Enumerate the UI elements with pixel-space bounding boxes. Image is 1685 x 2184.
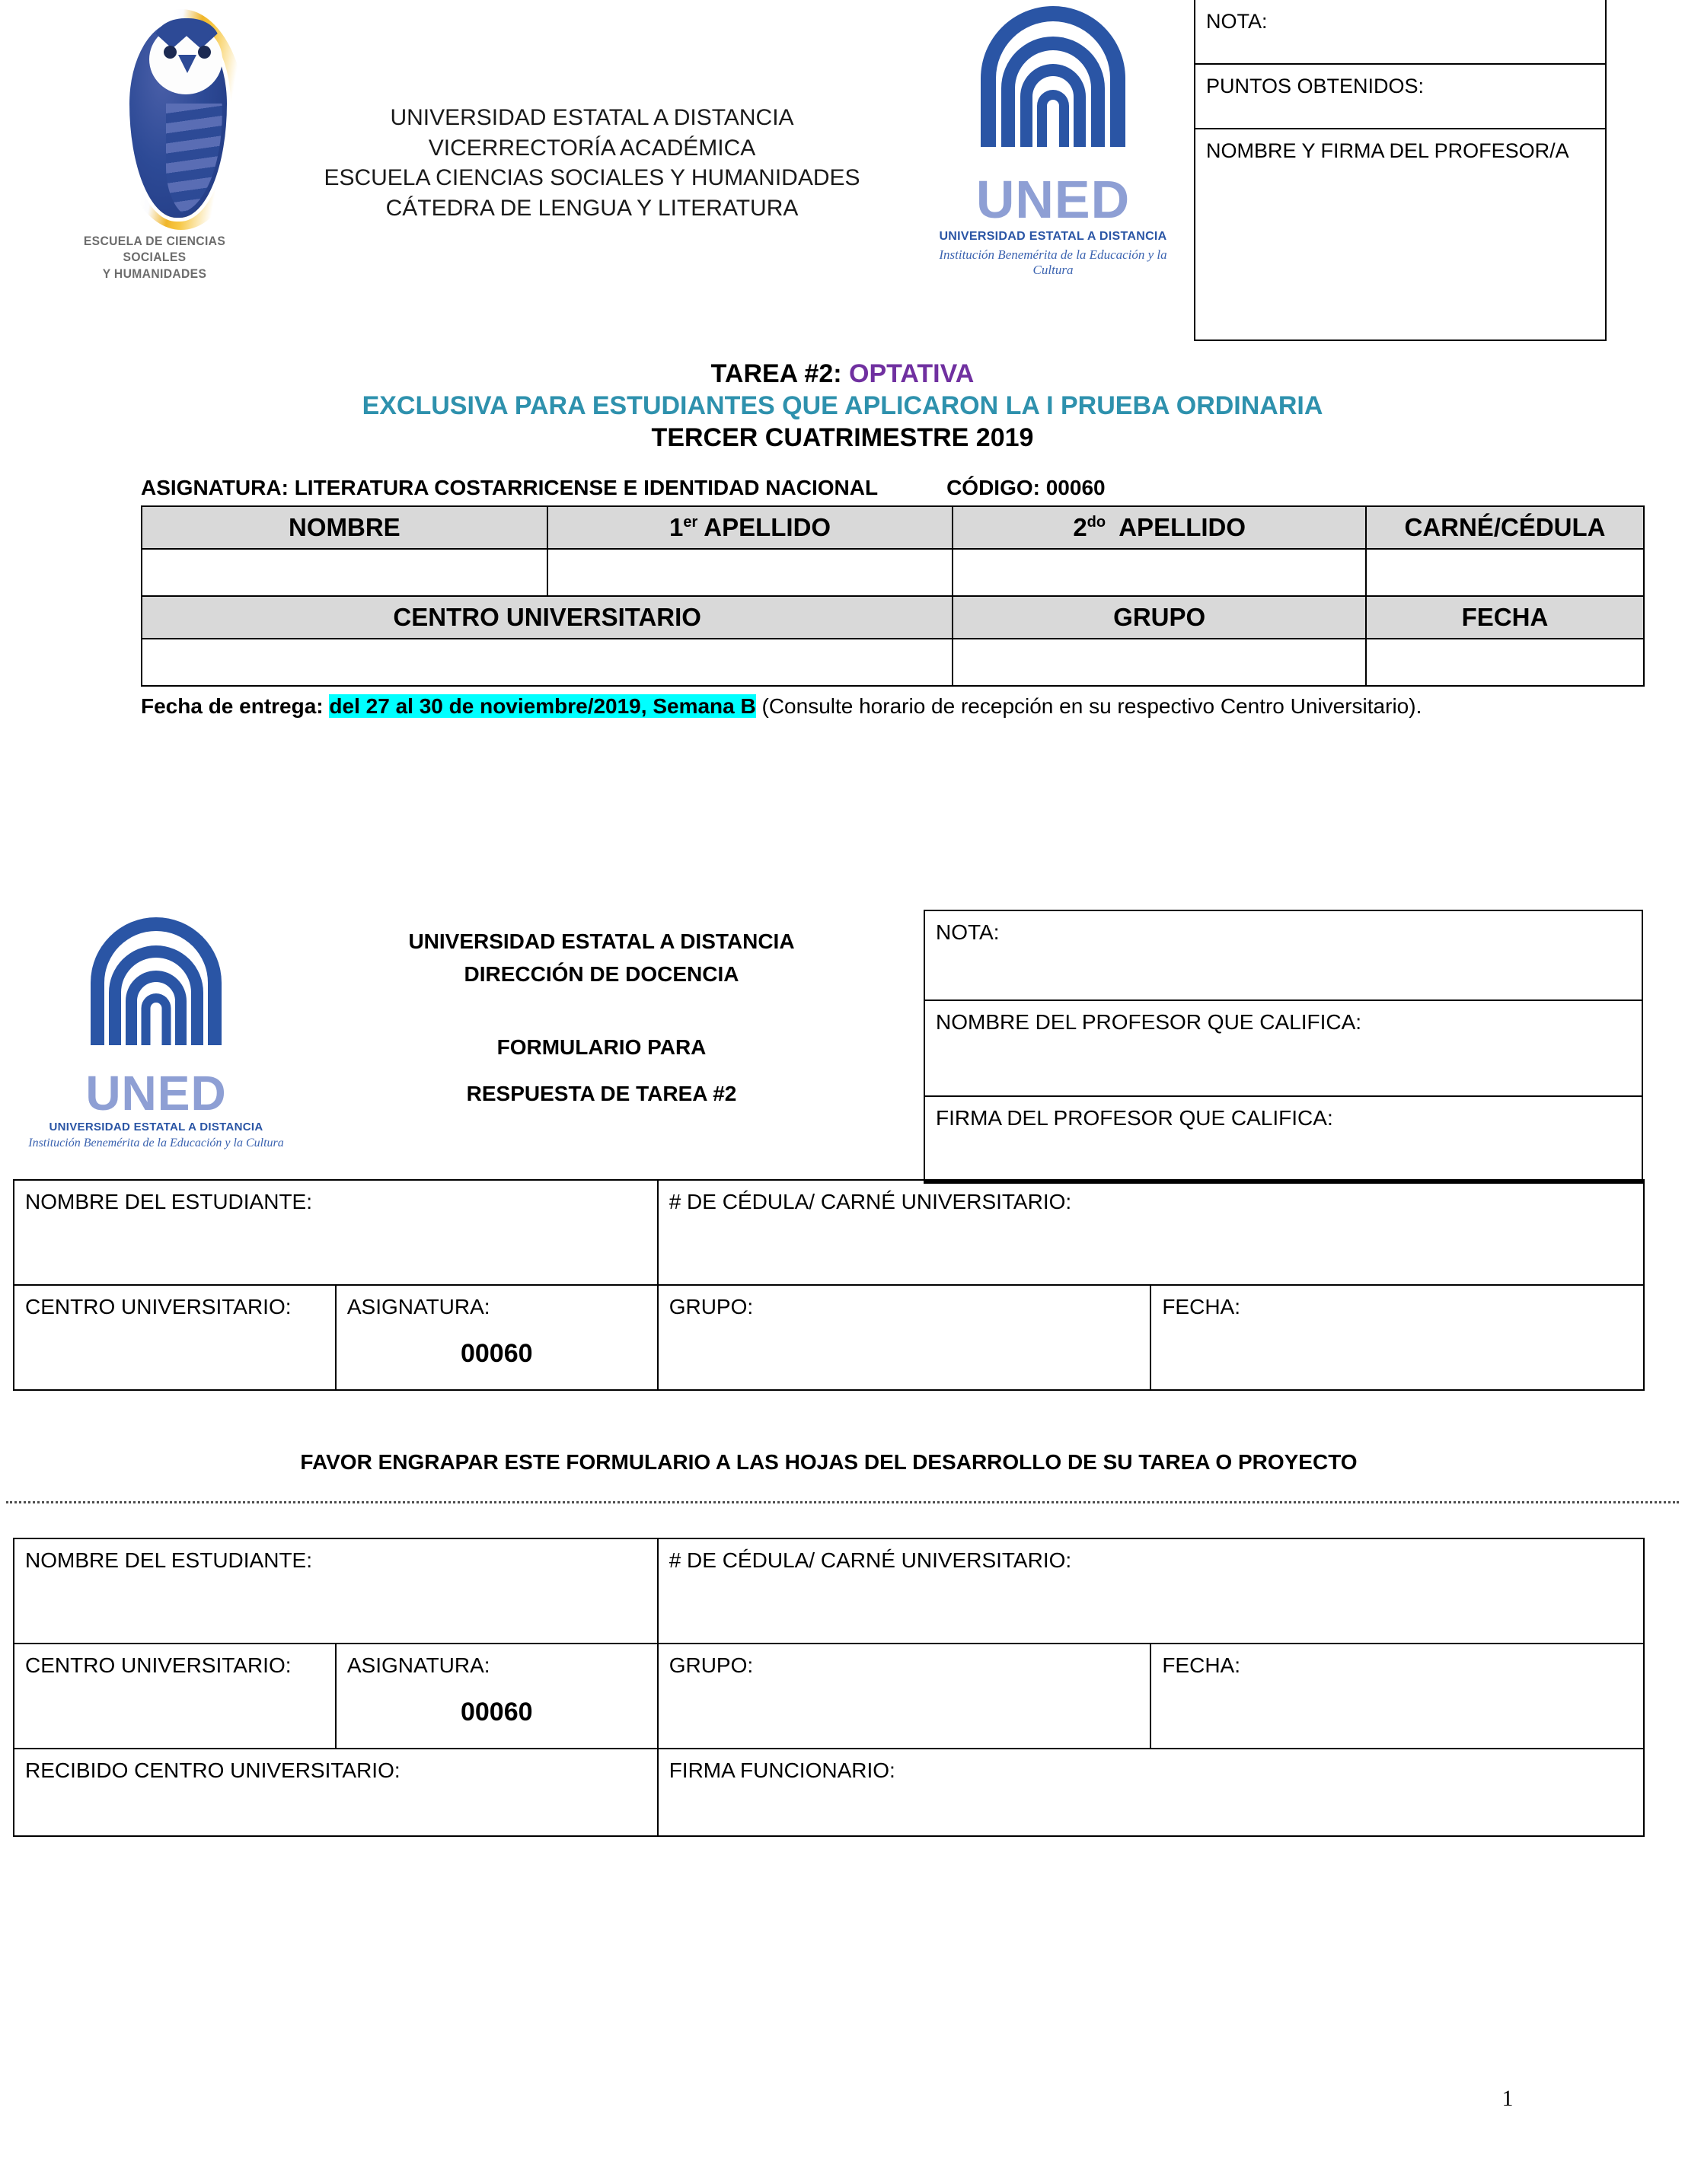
formulario-firma-profesor-label: FIRMA DEL PROFESOR QUE CALIFICA: [936, 1106, 1333, 1130]
institution-line-4: CÁTEDRA DE LENGUA Y LITERATURA [385, 195, 799, 221]
uned-logo [924, 6, 1182, 303]
asignatura-codigo-line [141, 476, 1645, 500]
puntos-obtenidos-label: PUNTOS OBTENIDOS: [1206, 75, 1425, 97]
formulario-nota-field[interactable] [925, 911, 1642, 1001]
input-nombre[interactable] [142, 549, 547, 596]
uned-logo-formulario [27, 917, 286, 1161]
ecsh-caption-line-2: Y HUMANIDADES [102, 266, 207, 281]
nombre-firma-profesor-field[interactable] [1195, 129, 1605, 341]
field-grupo-1[interactable]: GRUPO: [658, 1285, 1151, 1390]
asignatura-label-2: ASIGNATURA: [346, 1653, 490, 1677]
nota-label: NOTA: [1206, 10, 1268, 33]
field-nombre-estudiante-2[interactable]: NOMBRE DEL ESTUDIANTE: [14, 1538, 658, 1644]
formulario-firma-profesor-field[interactable] [925, 1097, 1642, 1182]
tarea-prefix: TAREA #2: [710, 359, 850, 388]
field-fecha-1[interactable]: FECHA: [1150, 1285, 1644, 1390]
nombre-firma-profesor-label: NOMBRE Y FIRMA DEL PROFESOR/A [1206, 139, 1569, 162]
field-nombre-estudiante-1[interactable]: NOMBRE DEL ESTUDIANTE: [14, 1180, 658, 1285]
col-header-segundo-apellido: $2^{do}$ APELLIDO [953, 506, 1366, 549]
table-row [142, 596, 1644, 639]
grading-box [1194, 0, 1607, 341]
formulario-heading [282, 925, 921, 1111]
assignment-title-block [76, 358, 1609, 454]
formulario-line-2: DIRECCIÓN DE DOCENCIA [464, 962, 739, 987]
input-primer-apellido[interactable] [547, 549, 953, 596]
input-fecha[interactable] [1366, 639, 1644, 686]
engrapar-note: FAVOR ENGRAPAR ESTE FORMULARIO A LAS HOJAS DEL DESARROLLO DE SU TAREA O PROYECTO [300, 1450, 1358, 1474]
puntos-obtenidos-field[interactable] [1195, 65, 1605, 129]
input-grupo[interactable] [953, 639, 1366, 686]
codigo-label: CÓDIGO: 00060 [946, 476, 1106, 499]
table-row [14, 1749, 1644, 1836]
ecsh-logo-caption [53, 233, 257, 282]
field-recibido-centro-universitario[interactable]: RECIBIDO CENTRO UNIVERSITARIO: [14, 1749, 658, 1836]
tarea-title [76, 358, 1609, 390]
table-row [142, 639, 1644, 686]
formulario-spacer [282, 991, 921, 1031]
table-row [142, 549, 1644, 596]
formulario-data-table-1 [13, 1179, 1645, 1391]
field-fecha-2[interactable]: FECHA: [1150, 1644, 1644, 1749]
tarea-type-badge: OPTATIVA [849, 359, 975, 388]
uned-wordmark: UNED [975, 170, 1131, 229]
institution-line-2: VICERRECTORÍA ACADÉMICA [428, 135, 756, 161]
formulario-line-1: UNIVERSIDAD ESTATAL A DISTANCIA [408, 929, 795, 953]
fecha-entrega-label: Fecha de entrega: [141, 694, 324, 718]
student-info-table [141, 505, 1645, 687]
document-header [0, 0, 1685, 350]
col-header-fecha: FECHA [1366, 596, 1644, 639]
nota-field[interactable] [1195, 0, 1605, 65]
uned-subtitle-2: Institución Benemérita de la Educación y la Cultura [939, 247, 1167, 277]
uned-subtitle-1: UNIVERSIDAD ESTATAL A DISTANCIA [49, 1120, 263, 1133]
institution-line-1: UNIVERSIDAD ESTATAL A DISTANCIA [390, 105, 794, 130]
uned-subtitle-1: UNIVERSIDAD ESTATAL A DISTANCIA [939, 229, 1167, 243]
formulario-line-3: FORMULARIO PARA [496, 1035, 707, 1059]
formulario-nombre-profesor-field[interactable] [925, 1001, 1642, 1097]
field-asignatura-2[interactable] [336, 1644, 658, 1749]
owl-eye-left [164, 46, 177, 59]
owl-eye-right [198, 46, 211, 59]
col-header-carne-cedula: CARNÉ/CÉDULA [1366, 506, 1644, 549]
input-segundo-apellido[interactable] [953, 549, 1366, 596]
formulario-data-table-2 [13, 1538, 1645, 1837]
fecha-entrega-rest: (Consulte horario de recepción en su respectivo Centro Universitario). [761, 694, 1422, 718]
exclusiva-subtitle: EXCLUSIVA PARA ESTUDIANTES QUE APLICARON LA I PRUEBA ORDINARIA [362, 391, 1323, 421]
owl-icon [75, 5, 250, 233]
page-number: 1 [1502, 2086, 1514, 2111]
uned-subtitle-2: Institución Benemérita de la Educación y la Cultura [28, 1136, 284, 1149]
formulario-line-4: RESPUESTA DE TAREA #2 [466, 1082, 737, 1106]
formulario-nombre-profesor-label: NOMBRE DEL PROFESOR QUE CALIFICA: [936, 1010, 1362, 1034]
uned-arc-mark-icon [84, 917, 228, 1066]
uned-wordmark: UNED [85, 1066, 227, 1121]
field-firma-funcionario[interactable]: FIRMA FUNCIONARIO: [658, 1749, 1644, 1836]
table-row [142, 506, 1644, 549]
institution-line-3: ESCUELA CIENCIAS SOCIALES Y HUMANIDADES [324, 165, 860, 191]
cut-here-dotted-line [6, 1501, 1679, 1503]
table-row [14, 1285, 1644, 1390]
asignatura-code-1: 00060 [460, 1339, 533, 1368]
cuatrimestre-subtitle: TERCER CUATRIMESTRE 2019 [651, 423, 1034, 453]
formulario-nota-label: NOTA: [936, 920, 1000, 944]
input-carne-cedula[interactable] [1366, 549, 1644, 596]
field-asignatura-1[interactable] [336, 1285, 658, 1390]
table-row [14, 1180, 1644, 1285]
formulario-grading-box [924, 910, 1643, 1184]
ecsh-owl-logo [44, 5, 265, 305]
table-row [14, 1644, 1644, 1749]
field-cedula-carne-2[interactable]: # DE CÉDULA/ CARNÉ UNIVERSITARIO: [658, 1538, 1644, 1644]
field-grupo-2[interactable]: GRUPO: [658, 1644, 1151, 1749]
col-header-nombre: NOMBRE [142, 506, 547, 549]
col-header-primer-apellido: 1er APELLIDO [547, 506, 953, 549]
col-header-grupo: GRUPO [953, 596, 1366, 639]
uned-arc-mark-icon [973, 6, 1133, 170]
asignatura-label-1: ASIGNATURA: [346, 1295, 490, 1318]
field-centro-universitario-2[interactable]: CENTRO UNIVERSITARIO: [14, 1644, 336, 1749]
field-centro-universitario-1[interactable]: CENTRO UNIVERSITARIO: [14, 1285, 336, 1390]
asignatura-label: ASIGNATURA: LITERATURA COSTARRICENSE E IDENTIDAD NACIONAL [141, 476, 879, 499]
fecha-entrega-note [141, 691, 1576, 722]
input-centro-universitario[interactable] [142, 639, 953, 686]
table-row [14, 1538, 1644, 1644]
field-cedula-carne-1[interactable]: # DE CÉDULA/ CARNÉ UNIVERSITARIO: [658, 1180, 1644, 1285]
fecha-entrega-highlight: del 27 al 30 de noviembre/2019, Semana B [329, 694, 756, 718]
institution-heading [270, 103, 914, 223]
ecsh-caption-line-1: ESCUELA DE CIENCIAS SOCIALES [83, 234, 226, 265]
asignatura-code-2: 00060 [460, 1698, 533, 1726]
col-header-centro-universitario: CENTRO UNIVERSITARIO [142, 596, 953, 639]
